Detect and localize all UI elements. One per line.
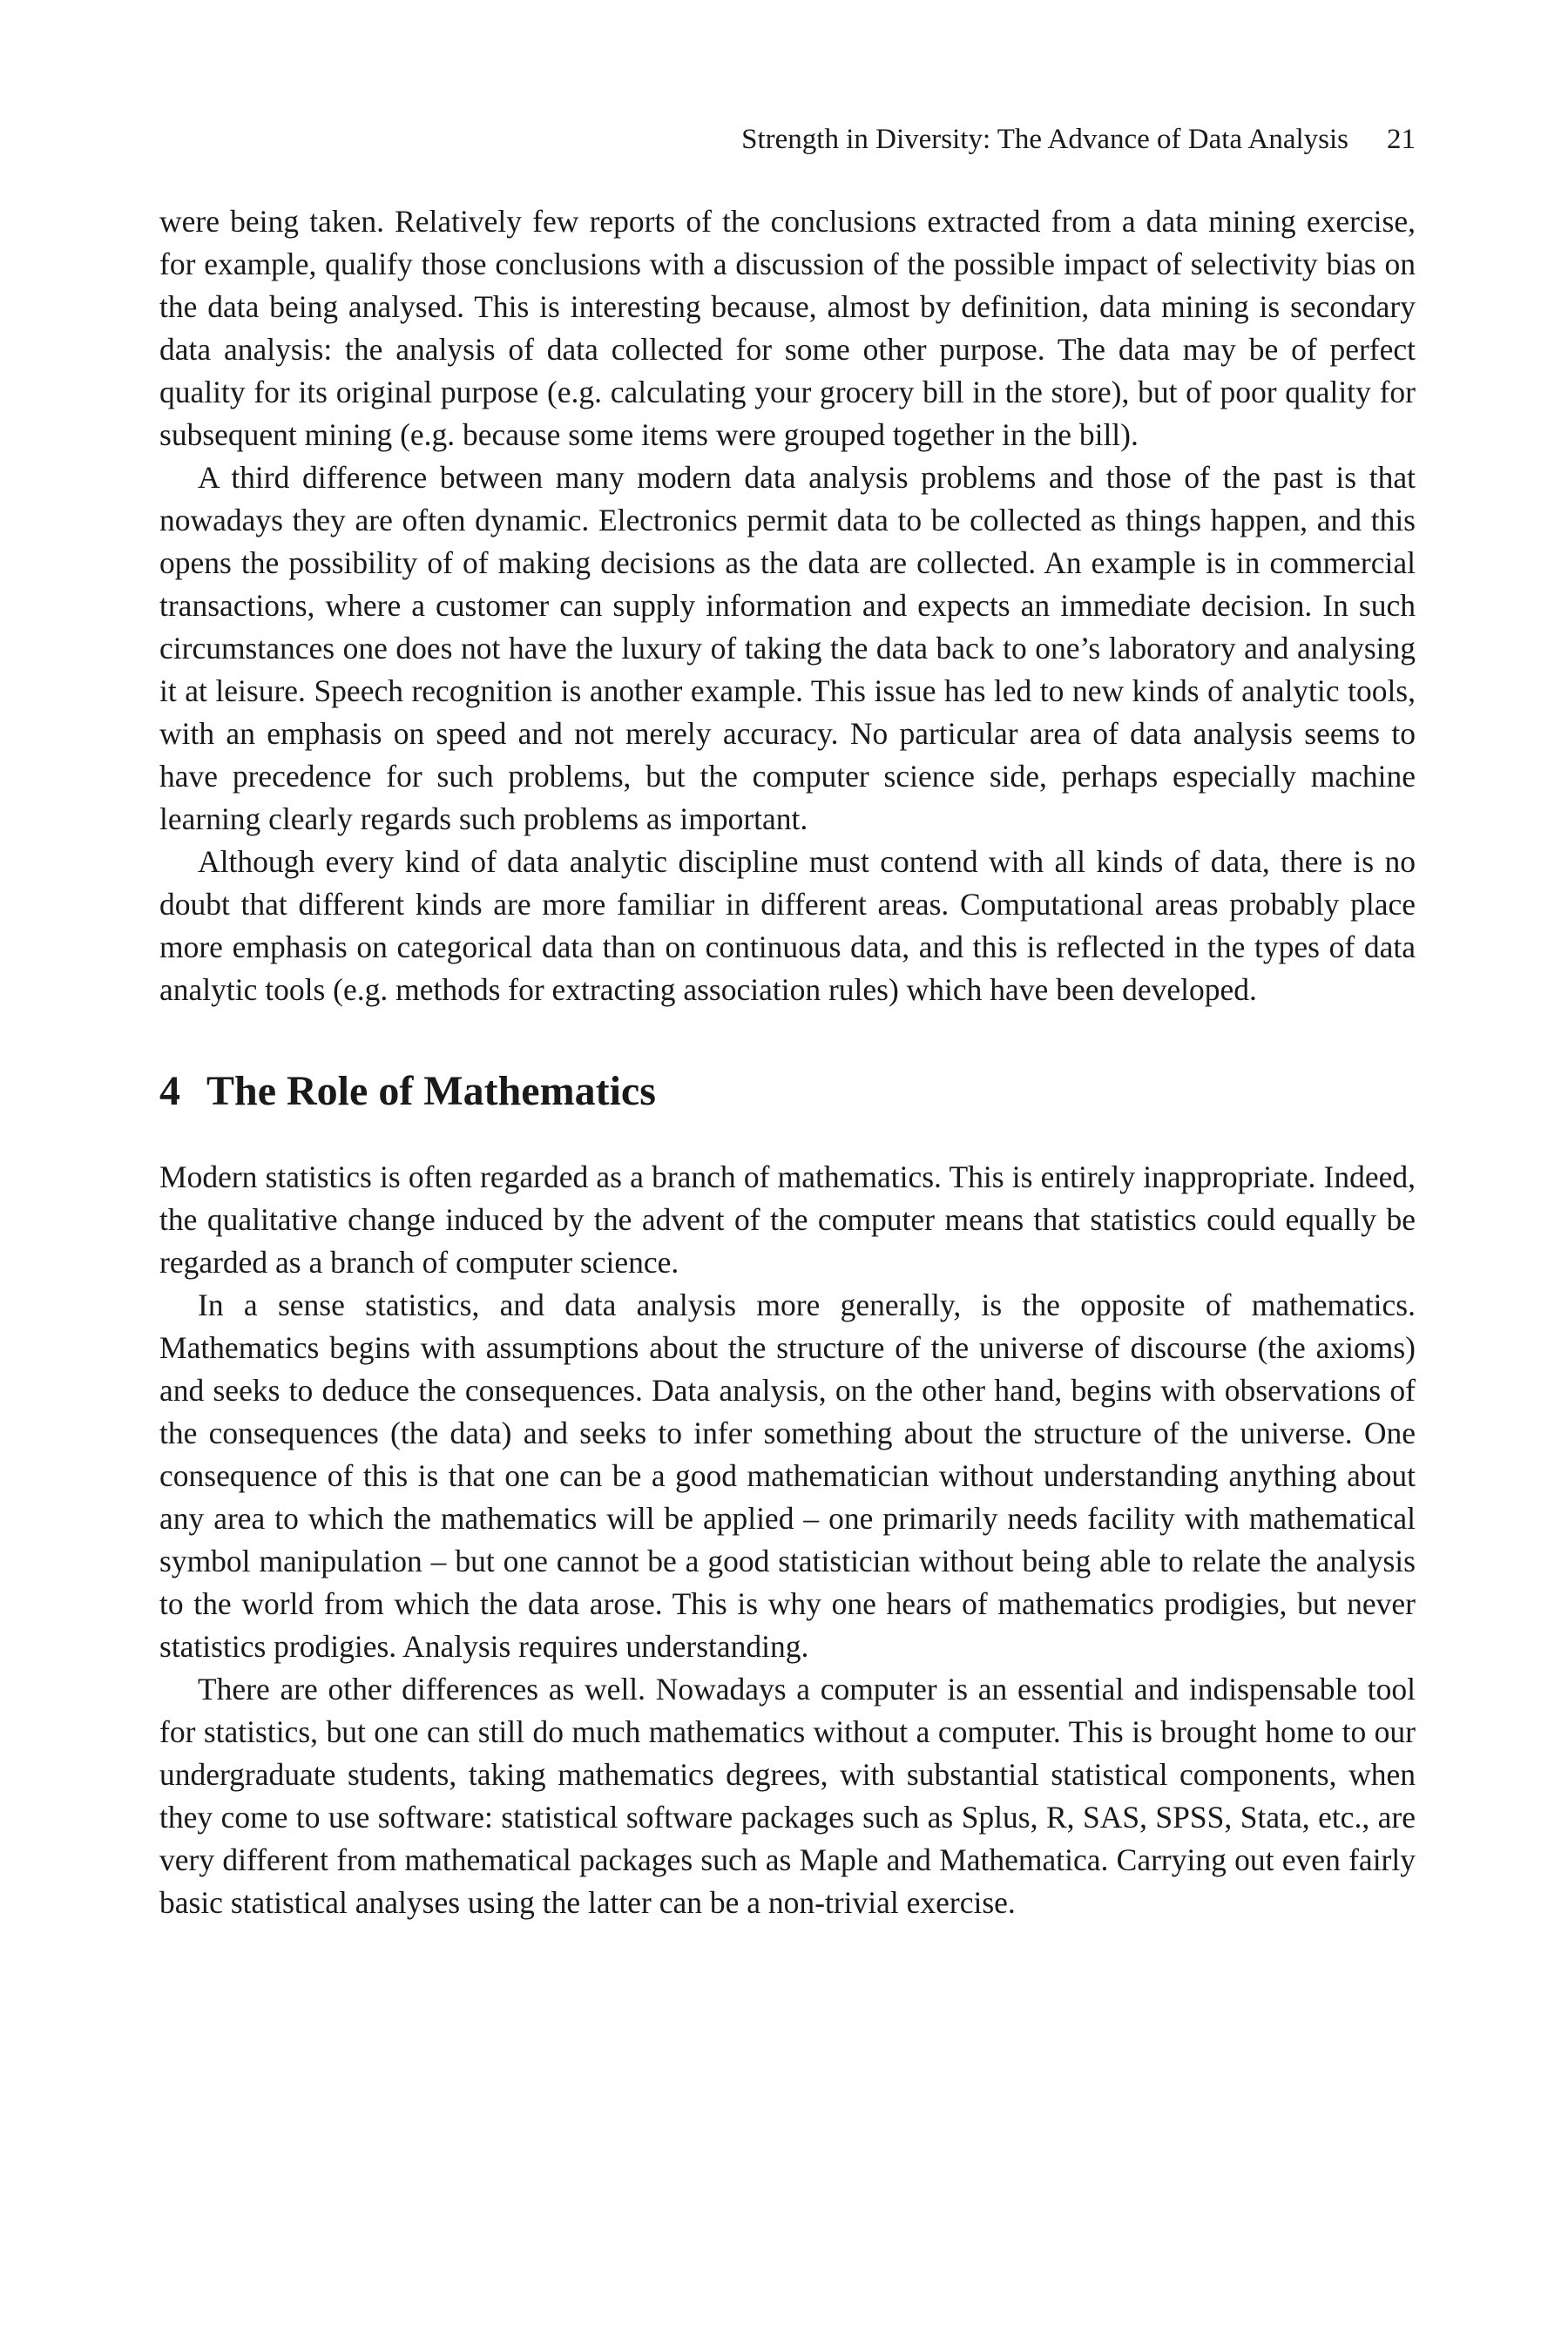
page [159, 122, 1416, 1924]
paragraph-continued: were being taken. Relatively few reports of the conclusions extracted from a data mining exercise, for example, qualify those conclusions with a discussion of the possible impact of selectivity bias on the data being analysed. This is interesting because, almost by definition, data mining is secondary data analysis: the analysis of data collected for some other purpose. The data may be of perfect quality for its original purpose (e.g. calculating your grocery bill in the store), but of poor quality for subsequent mining (e.g. because some items were grouped together in the bill). [159, 204, 1416, 452]
paragraph-dynamic-data: A third difference between many modern data analysis problems and those of the past is that nowadays they are often dynamic. Electronics permit data to be collected as things happen, and this opens the possibility of of making decisions as the data are collected. An example is in commercial transactions, where a customer can supply information and expects an immediate decision. In such circumstances one does not have the luxury of taking the data back to one’s laboratory and analysing it at leisure. Speech recognition is another example. This issue has led to new kinds of analytic tools, with an emphasis on speed and not merely accuracy. No particular area of data analysis seems to have precedence for such problems, but the computer science side, perhaps especially machine learning clearly regards such problems as important. [159, 460, 1416, 836]
paragraph-statistics-branch: Modern statistics is often regarded as a branch of mathematics. This is entirely inappropriate. Indeed, the qualitative change induced by the advent of the computer means that statistics could equally be regarded as a branch of computer science. [159, 1159, 1416, 1280]
running-head [159, 122, 1416, 157]
paragraph-opposite-of-mathematics: In a sense statistics, and data analysis more generally, is the opposite of mathematics. Mathematics begins with assumptions about the structure of the universe of discourse (the axioms) and seeks to deduce the consequences. Data analysis, on the other hand, begins with observations of the consequences (the data) and seeks to infer something about the structure of the universe. One consequence of this is that one can be a good mathematician without understanding anything about any area to which the mathematics will be applied – one primarily needs facility with mathematical symbol manipulation – but one cannot be a good statistician without being able to relate the analysis to the world from which the data arose. This is why one hears of mathematics prodigies, but never statistics prodigies. Analysis requires understanding. [159, 1288, 1416, 1664]
running-head-title: Strength in Diversity: The Advance of Data Analysis [741, 124, 1348, 155]
section-title: The Role of Mathematics [206, 1068, 656, 1114]
section-number: 4 [159, 1068, 180, 1114]
paragraph-other-differences: There are other differences as well. Nowadays a computer is an essential and indispensable tool for statistics, but one can still do much mathematics without a computer. This is brought home to our undergraduate students, taking mathematics degrees, with substantial statistical components, when they come to use software: statistical software packages such as Splus, R, SAS, SPSS, Stata, etc., are very different from mathematical packages such as Maple and Mathematica. Carrying out even fairly basic statistical analyses using the latter can be a non-trivial exercise. [159, 1672, 1416, 1920]
paragraph-data-kinds: Although every kind of data analytic discipline must contend with all kinds of data, there is no doubt that different kinds are more familiar in different areas. Computational areas probably place more emphasis on categorical data than on continuous data, and this is reflected in the types of data analytic tools (e.g. methods for extracting association rules) which have been developed. [159, 844, 1416, 1007]
section-heading [159, 1065, 1416, 1118]
page-number: 21 [1387, 124, 1416, 155]
